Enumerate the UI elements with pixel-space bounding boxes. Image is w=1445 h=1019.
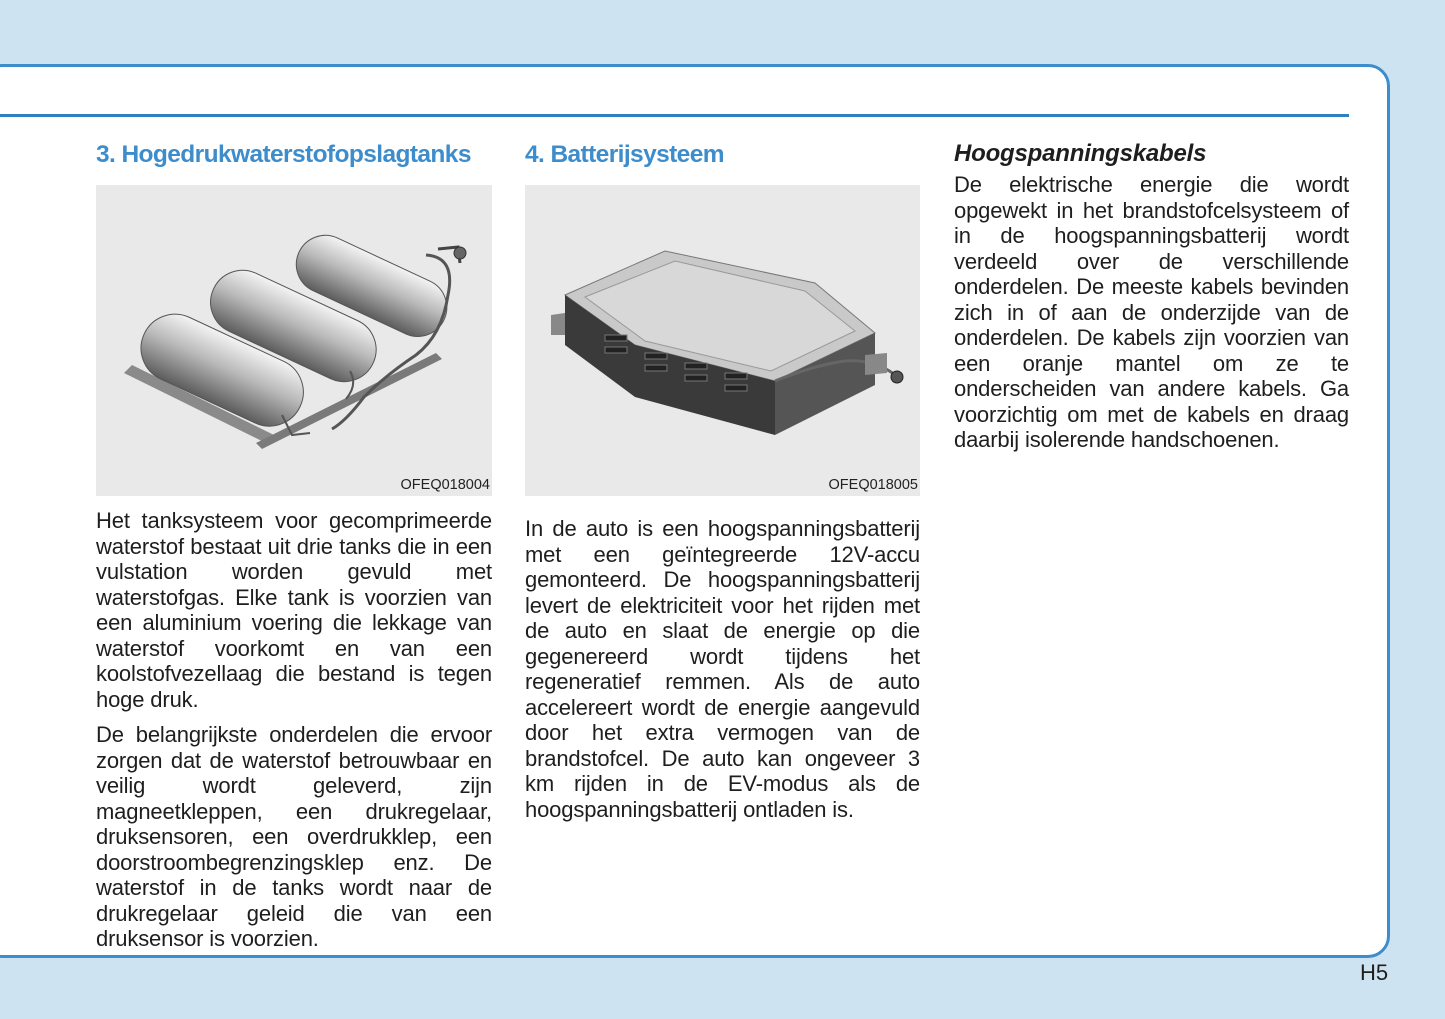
figure-code: OFEQ018004 <box>400 477 490 493</box>
paragraph: In de auto is een hoogspanningsbatterij met een geïntegreerde 12V-accu gemonteerd. De hoogspanningsbatterij levert de elektriciteit voor het rijden met de auto en slaat de energie op die gegenereerd wordt tijdens het regeneratief remmen. Als de auto accelereert wordt de energie aangevuld door het extra vermogen van de brandstofcel. De auto kan ongeveer 3 km rijden in de EV-modus als de hoogspanningsbatterij ontladen is. <box>525 516 920 822</box>
hydrogen-tanks-figure <box>96 185 492 496</box>
paragraph: De belangrijkste onderdelen die ervoor zorgen dat de waterstof betrouwbaar en veilig wordt geleverd, zijn magneetkleppen, een drukregelaar, druksensoren, een overdrukklep, een doorstroombegrenzingsklep enz. De waterstof in de tanks wordt naar de drukregelaar geleid die van een druksensor is voorzien. <box>96 722 492 951</box>
paragraph: Het tanksysteem voor gecomprimeerde waterstof bestaat uit drie tanks die in een vulstation worden gevuld met waterstofgas. Elke tank is voorzien van een aluminium voering die lekkage van waterstof voorkomt en van een koolstofvezellaag die bestand is tegen hoge druk. <box>96 508 492 712</box>
paragraph: De elektrische energie die wordt opgewekt in het brandstofcelsysteem of in de hoogspanningsbatterij wordt verdeeld over de verschillende onderdelen. De meeste kabels bevinden zich in of aan de onderzijde van de onderdelen. De kabels zijn voorzien van een oranje mantel om ze te onderscheiden van andere kabels. Ga voorzichtig om met de kabels en draag daarbij isolerende handschoenen. <box>954 172 1349 452</box>
section-high-voltage-cables <box>954 140 1349 453</box>
section-battery-system <box>525 140 920 822</box>
section-title: 4. Batterijsysteem <box>525 141 724 168</box>
battery-illustration <box>525 185 920 496</box>
hydrogen-tanks-illustration <box>96 185 492 496</box>
battery-figure <box>525 185 920 496</box>
figure-code: OFEQ018005 <box>828 477 918 493</box>
section-hydrogen-tanks <box>96 140 492 952</box>
subsection-title: Hoogspanningskabels <box>954 140 1207 167</box>
section-title: 3. Hogedrukwaterstofopslagtanks <box>96 141 471 168</box>
header-rule <box>0 114 1349 117</box>
page-number: H5 <box>1360 960 1389 985</box>
